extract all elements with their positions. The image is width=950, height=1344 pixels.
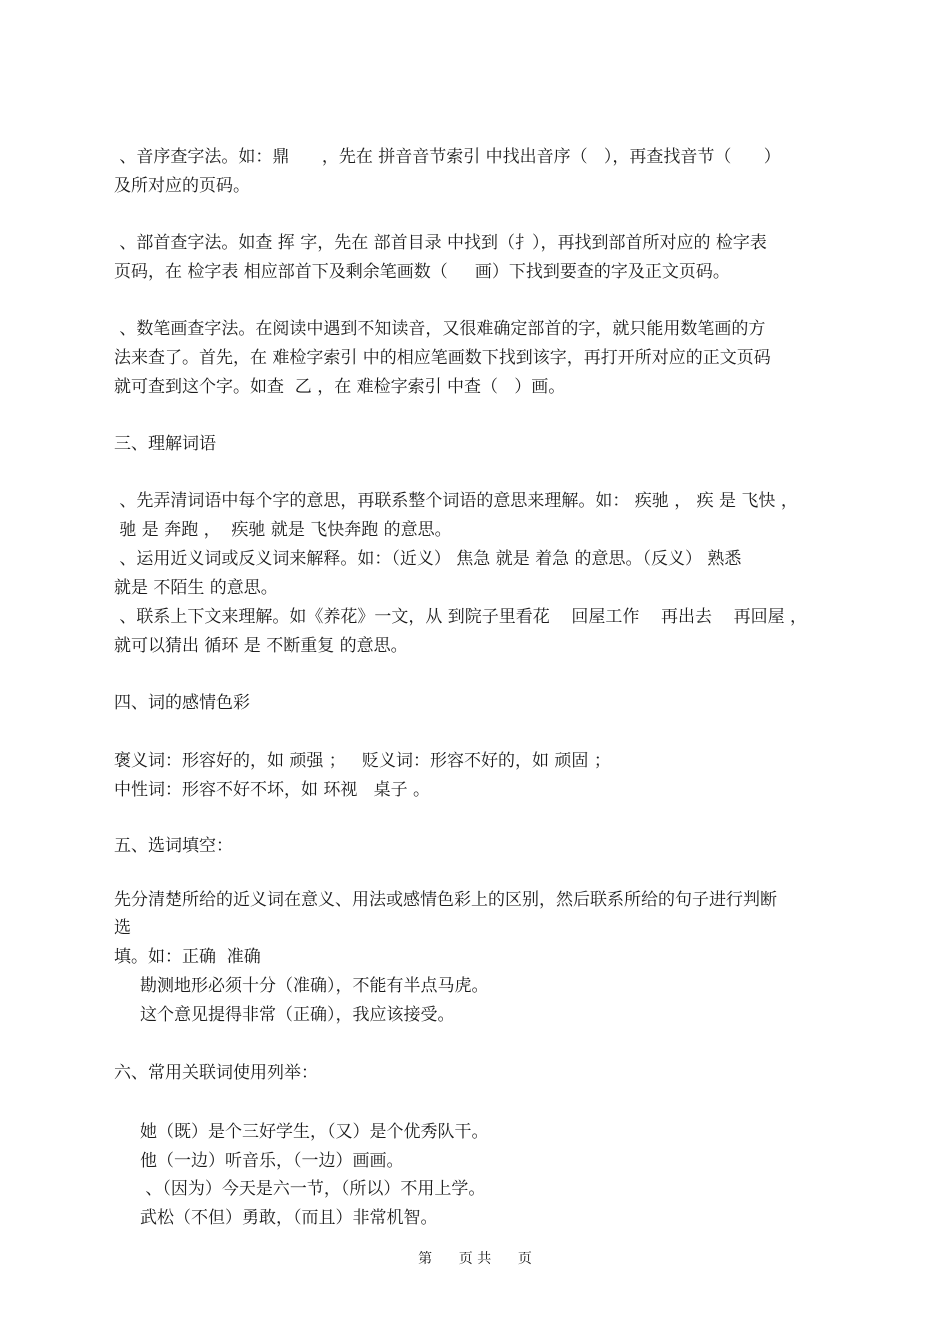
text-line: 武松（不但）勇敢，（而且）非常机智。: [140, 1208, 438, 1228]
text-line: 褒义词：形容好的，如 顽强 ； 贬义词：形容不好的，如 顽固 ；: [114, 751, 611, 771]
text-line: 这个意见提得非常（正确），我应该接受。: [140, 1005, 455, 1025]
text-line: 、部首查字法。如查 挥 字，先在 部首目录 中找到（扌），再找到部首所对应的 检字表: [114, 233, 767, 253]
text-line: 、（因为）今天是六一节，（所以）不用上学。: [140, 1179, 486, 1199]
text-line: 先分清楚所给的近义词在意义、用法或感情色彩上的区别，然后联系所给的句子进行判断: [114, 890, 777, 910]
text-line: 页码，在 检字表 相应部首下及剩余笔画数（ 画）下找到要查的字及正文页码。: [114, 262, 730, 282]
text-line: 驰 是 奔跑 ， 疾驰 就是 飞快奔跑 的意思。: [114, 520, 452, 540]
text-line: 、先弄清词语中每个字的意思，再联系整个词语的意思来理解。如： 疾驰 ， 疾 是 飞快 ，: [114, 491, 798, 511]
text-line: 中性词：形容不好不坏，如 环视 桌子 。: [114, 780, 431, 800]
text-line: 他（一边）听音乐，（一边）画画。: [140, 1151, 404, 1171]
section-heading: 六、常用关联词使用列举：: [114, 1063, 318, 1083]
text-line: 填。如：正确 准确: [114, 947, 261, 967]
text-line: 、运用近义词或反义词来解释。如：（近义） 焦急 就是 着急 的意思。（反义） 熟悉: [114, 549, 742, 569]
text-line: 、数笔画查字法。在阅读中遇到不知读音，又很难确定部首的字，就只能用数笔画的方: [114, 319, 766, 339]
text-line: 就可查到这个字。如查 乙 ，在 难检字索引 中查（ ）画。: [114, 377, 566, 397]
text-line: 、音序查字法。如：鼎 ，先在 拼音音节索引 中找出音序（ ），再查找音节（ ）: [114, 147, 781, 167]
section-heading: 四、词的感情色彩: [114, 693, 250, 713]
text-line: 就是 不陌生 的意思。: [114, 578, 278, 598]
text-line: 勘测地形必须十分（准确），不能有半点马虎。: [140, 976, 489, 996]
text-line: 选: [114, 918, 131, 938]
text-line: 、联系上下文来理解。如《养花》一文，从 到院子里看花 回屋工作 再出去 再回屋 ，: [114, 607, 808, 627]
page-footer: 第 页 共 页: [418, 1251, 532, 1267]
section-heading: 五、选词填空：: [114, 836, 233, 856]
text-line: 及所对应的页码。: [114, 176, 250, 196]
text-line: 她（既）是个三好学生，（又）是个优秀队干。: [140, 1122, 489, 1142]
text-line: 法来查了。首先，在 难检字索引 中的相应笔画数下找到该字，再打开所对应的正文页码: [114, 348, 771, 368]
text-line: 就可以猜出 循环 是 不断重复 的意思。: [114, 636, 408, 656]
section-heading: 三、理解词语: [114, 434, 216, 454]
